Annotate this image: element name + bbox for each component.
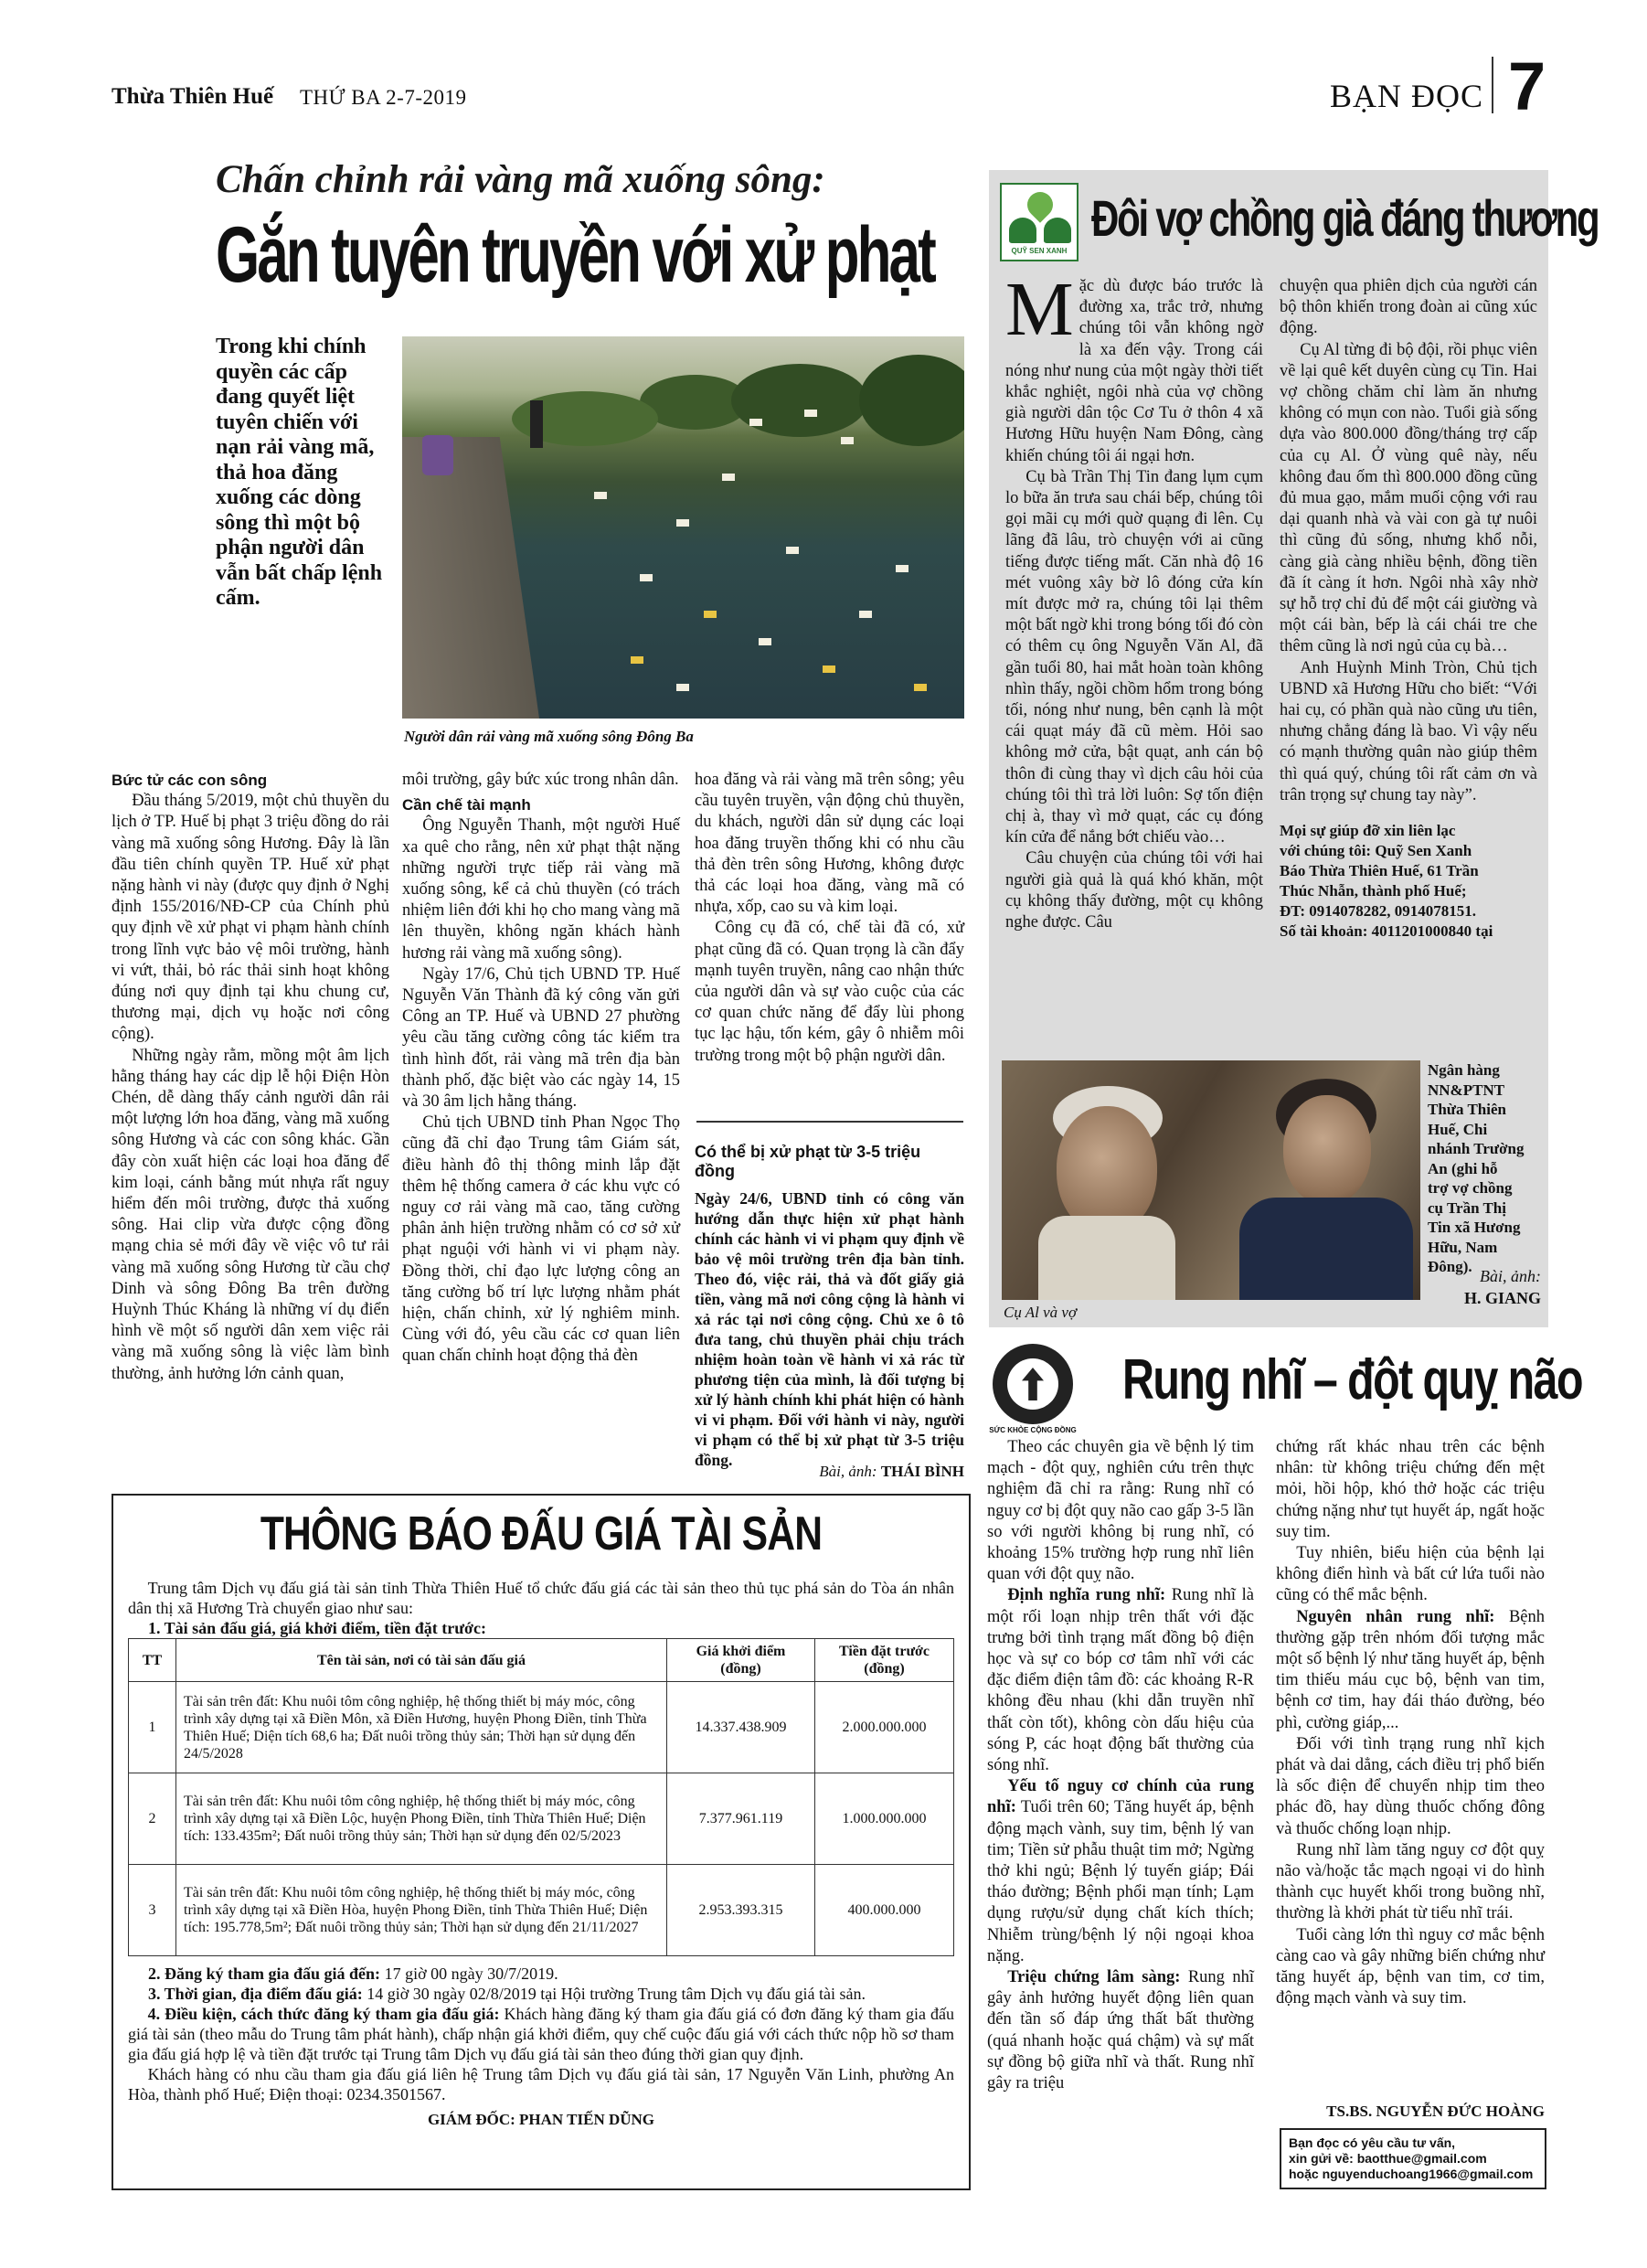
cell-deposit: 400.000.000 [815,1865,954,1956]
cell-tt: 3 [129,1865,176,1956]
section-title: BẠN ĐỌC [1330,78,1484,114]
paragraph: ặc dù được báo trước là đường xa, trắc trở, nhưng chúng tôi vẫn không ngờ là xa đến vậy. Trong cái nóng như nung của một ngày thời tiết khắc nghiệt, ngôi nhà của vợ chồng già người dân tộc Cơ Tu ở thôn 4 xã Hương Hữu huyện Nam Đông, càng khiến chúng tôi ái ngại hơn. [1005,277,1263,465]
subhead: Bức tử các con sông [112,772,268,789]
support-line: NN&PTNT [1428,1081,1505,1099]
auction-item-2 [128,1964,954,1984]
paragraph: hoa đăng và rải vàng mã trên sông; yêu cầu tuyên truyền, vận động chủ thuyền, du khách, người dân sử dụng các loại hoa đăng truyền thống khi có nhu cầu thả đèn trên sông Hương, không được thả các loại hoa đăng, vàng mã có nhựa, xốp, cao su và kim loại. [695,771,964,917]
cell-price: 2.953.393.315 [667,1865,815,1956]
box-story-title: Đôi vợ chồng già đáng thương [1091,189,1599,247]
drop-cap: M [1005,267,1074,352]
support-line: Báo Thừa Thiên Huế, 61 Trần [1280,862,1479,880]
support-line: nhánh Trường [1428,1140,1525,1157]
paragraph: chuyện qua phiên dịch của người cán bộ thôn khiến trong đoàn ai cũng xúc động. [1280,277,1537,338]
article-byline [695,1463,964,1481]
paragraph: Công cụ đã có, chế tài đã có, xử phạt cũng đã có. Quan trọng là cần đẩy mạnh tuyên truyền, nâng cao nhận thức của người dân và sự vào cuộc của các cơ quan chức năng để đẩy lùi phong tục lạc hậu, tốn kém, gây ô nhiễm môi trường trong một bộ phận người dân. [695,919,964,1065]
health-contact-box [1280,2128,1546,2189]
photo-caption: Người dân rải vàng mã xuống sông Đông Ba [404,728,694,745]
support-line: Đông). [1428,1258,1472,1275]
table-row [129,1682,954,1773]
support-line: Số tài khoản: 4011201000840 tại [1280,922,1493,941]
subhead: Cần chế tài mạnh [402,796,531,815]
paragraph [1276,1543,1545,1607]
cell-deposit: 1.000.000.000 [815,1773,954,1865]
cell-name: Tài sản trên đất: Khu nuôi tôm công nghiệp, hệ thống thiết bị máy móc, công trình xây dựng tại xã Điền Lộc, huyện Phong Điền, tỉnh Thừa Thiên Huế; Diện tích: 133.435m²; Đất nuôi trồng thủy sản; Thời hạn sử dụng đến 02/5/2023 [176,1773,667,1865]
newspaper-name: Thừa Thiên Huế [112,84,274,109]
support-info [1280,821,1537,942]
article-column-1 [112,770,389,1385]
paragraph [987,1437,1254,1585]
health-column-logo [993,1344,1073,1424]
support-line: trợ vợ chồng [1428,1179,1513,1197]
paragraph [1276,1840,1545,1925]
paragraph: Anh Huỳnh Minh Tròn, Chủ tịch UBND xã Hương Hữu cho biết: “Với hai cụ, có phần quà nào cũng ưu tiên, nhưng chẳng đáng là bao. Vì vậy nếu có mạnh thường quân nào giúp thêm thì quá quý, chúng tôi rất cảm ơn và trân trọng sự chung tay này”. [1280,658,1537,804]
paragraph [1276,1734,1545,1840]
article-column-3 [695,770,964,1067]
paragraph [987,1776,1254,1967]
para-text: Rung nhĩ là một rối loạn nhịp trên thất với đặc trưng bởi tình trạng mất đồng bộ điện học và sự co bóp cơ tâm nhĩ với các đặc điểm điện tâm đồ: các khoảng R-R không đều nhau (khi dẫn truyền nhĩ thất còn tốt), không còn dấu hiệu của sóng P, các hoạt động bất thường của sóng nhĩ. [987,1586,1254,1775]
article-column-2 [402,770,680,1368]
para-lead: Yếu tố nguy cơ chính của rung nhĩ: [987,1777,1254,1817]
cell-price: 14.337.438.909 [667,1682,815,1773]
para-lead: Nguyên nhân rung nhĩ: [1296,1607,1495,1626]
support-line: An (ghi hỗ [1428,1159,1498,1177]
paragraph: môi trường, gây bức xúc trong nhân dân. [402,771,679,789]
byline-label: Bài, ảnh: [1480,1267,1541,1285]
box-photo-caption: Cụ Al và vợ [1004,1304,1078,1321]
paragraph [1276,1607,1545,1734]
article-kicker: Chấn chỉnh rải vàng mã xuống sông: [216,158,825,201]
support-line: Mọi sự giúp đỡ xin liên lạc [1280,822,1456,840]
auction-intro [128,1578,954,1638]
paragraph: Câu chuyện của chúng tôi với hai người già quả là quá khó khăn, một cụ không thấy đường, một cụ không nghe được. Câu [1005,849,1263,932]
article-headline: Gắn tuyên truyền với xử phạt [216,211,934,299]
river-photo [402,336,964,719]
issue-date: THỨ BA 2-7-2019 [300,86,467,109]
health-logo-text: SỨC KHỎE CỘNG ĐỒNG [989,1426,1077,1434]
support-info-continued [1428,1060,1541,1277]
support-line: Thúc Nhẫn, thành phố Huế; [1280,882,1467,900]
paragraph: Chủ tịch UBND tỉnh Phan Ngọc Thọ cũng đã chỉ đạo Trung tâm Giám sát, điều hành đô thị thông minh lắp đặt thêm hệ thống camera ở các khu vực có nguy cơ rải vàng mã cao, tăng cường phân ảnh hiện trường nhằm có cơ sở xử phạt nguội với hành vi vi phạm này. Đồng thời, chỉ đạo lực lượng công an tăng cường bố trí lực lượng nhằm phát hiện, chấn chỉnh, xử lý nghiêm minh. Cùng với đó, yêu cầu các cơ quan liên quan chấn chỉnh hoạt động thả đèn [402,1113,680,1366]
paragraph: Đầu tháng 5/2019, một chủ thuyền du lịch ở TP. Huế bị phạt 3 triệu đồng do rải vàng mã xuống sông Hương. Đây là lần đầu tiên chính quyền TP. Huế xử phạt nặng hành vi này (được quy định ở Nghị định 155/2016/NĐ-CP của Chính phủ quy định về xử phạt vi phạm hành chính trong lĩnh vực bảo vệ môi trường, hành vi vứt, thải, bỏ rác thải sinh hoạt không đúng nơi quy định tại khu chung cư, thương mại, dịch vụ hoặc nơi công cộng). [112,792,389,1044]
para-text: Tuổi trên 60; Tăng huyết áp, bệnh động mạch vành, suy tim, bệnh lý van tim; Tiền sử phẫu thuật tim mở; Ngừng thở khi ngủ; Bệnh lý tuyến giáp; Đái tháo đường; Bệnh phổi mạn tính; Lạm dụng rượu/sử dụng chất kích thích; Nhiễm trùng/bệnh lý nội ngoại khoa nặng. [987,1798,1254,1965]
support-line: cụ Trần Thị [1428,1198,1506,1217]
support-line: Tin xã Hương [1428,1219,1521,1236]
item-label: 4. Điều kiện, cách thức đăng ký tham gia đấu giá: [147,2005,500,2023]
para-text: Bệnh thường gặp trên nhóm đối tượng mắc một số bệnh lý như tăng huyết áp, bệnh tim thiếu máu cục bộ, bệnh van tim, bệnh cơ tim, hay đái tháo đường, béo phì, cường giáp,... [1276,1607,1545,1732]
col-header: Tên tài sản, nơi có tài sản đấu giá [176,1639,667,1682]
paragraph: Cụ bà Trần Thị Tin đang lụm cụm lo bữa ăn trưa sau chái bếp, chúng tôi gọi mãi cụ mới quờ quạng đi lên. Cụ lãng đã lâu, trò chuyện với ai cũng tiếng được tiếng mất. Căn nhà độ 16 mét vuông xây bờ lô đóng cửa kín mít được mở ra, chúng tôi lại thêm một bất ngờ khi trong bóng tối đó còn có thêm cụ ông Nguyễn Văn Al, đã gần tuổi 80, hai mắt hoàn toàn không nhìn thấy, ngồi chồm hổm trong bóng tối, nóng như nung, bên cạnh là một cái quạt máy đã cũ mèm. Hỏi sao không mở cửa, bật quạt, anh cán bộ thôn đi cùng thay vì dịch câu hỏi của chúng tôi thì trả lời luôn: Sợ tốn điện chị à, thay vì mở quạt, các cụ đóng kín cửa để nắng bớt chiếu vào… [1005,467,1263,847]
health-column-1 [987,1437,1254,2094]
health-column-2 [1276,1437,1545,2009]
fine-inset [695,1143,964,1470]
header-divider [1492,57,1493,113]
table-row [129,1773,954,1865]
auction-item-1: 1. Tài sản đấu giá, giá khởi điểm, tiền đặt trước: [148,1619,486,1637]
inset-title: Có thể bị xử phạt từ 3-5 triệu đồng [695,1143,921,1180]
inset-body: Ngày 24/6, UBND tỉnh có công văn hướng dẫn thực hiện xử phạt hành chính các hành vi vi phạm quy định về bảo vệ môi trường trên địa bàn tỉnh. Theo đó, việc rải, thả và đốt giấy giả tiền, vàng mã nơi công cộng là hành vi xả rác tại nơi công cộng. Chủ xe ô tô đưa tang, chủ thuyền phải chịu trách nhiệm hoàn toàn về hành vi xả rác từ phương tiện của mình, là đối tượng bị xử lý hành chính khi phát hiện có hành vi vi phạm. Đối với hành vi này, người vi phạm có thể bị xử phạt từ 3-5 triệu đồng. [695,1189,964,1469]
para-text: Rung nhĩ gây ảnh hưởng huyết động liên quan đến tần số đáp ứng thất bất thường (quá nhanh hoặc quá chậm) và sự mất sự đồng bộ giữa nhĩ và thất. Rung nhĩ gây ra triệu [987,1968,1254,2093]
auction-contact: Khách hàng có nhu cầu tham gia đấu giá liên hệ Trung tâm Dịch vụ đấu giá tài sản, 17 Nguyễn Văn Linh, phường An Hòa, thành phố Huế; Điện thoại: 0234.3501567. [128,2065,954,2103]
page-number: 7 [1508,48,1546,124]
auction-table [128,1638,954,1956]
contact-line: Bạn đọc có yêu cầu tư vấn, [1289,2135,1456,2150]
contact-line: hoặc nguyenduchoang1966@gmail.com [1289,2167,1534,2181]
paragraph [1276,1437,1545,1543]
paragraph [987,1585,1254,1776]
paragraph [987,1967,1254,2094]
col-header: TT [129,1639,176,1682]
col-header: Tiền đặt trước (đồng) [815,1639,954,1682]
health-author: TS.BS. NGUYỄN ĐỨC HOÀNG [1326,2103,1545,2120]
auction-title: THÔNG BÁO ĐẤU GIÁ TÀI SẢN [260,1507,823,1560]
health-article-title: Rung nhĩ – đột quỵ não [1122,1348,1582,1411]
item-label: 2. Đăng ký tham gia đấu giá đến: [148,1965,381,1983]
support-line: Hữu, Nam [1428,1238,1498,1256]
support-line: với chúng tôi: Quỹ Sen Xanh [1280,842,1472,860]
item-text: 17 giờ 00 ngày 30/7/2019. [380,1965,558,1983]
cell-name: Tài sản trên đất: Khu nuôi tôm công nghiệp, hệ thống thiết bị máy móc, công trình xây dựng tại xã Điền Hòa, huyện Phong Điền, tỉnh Thừa Thiên Huế; Diện tích: 195.778,5m²; Đất nuôi trồng thủy sản; Thời hạn sử dụng đến 21/11/2027 [176,1865,667,1956]
item-text: Khách hàng đăng ký tham gia đấu giá có đơn đăng ký tham gia đấu giá tài sản (theo mẫu do Trung tâm phát hành), chấp nhận giá khởi điểm, quy chế cuộc đấu giá với cách thức nộp hồ sơ tham gia đấu giá hợp lệ và tiền đặt trước tại Trung tâm Dịch vụ đấu giá tài sản theo đúng thời gian quy định. [128,2005,954,2063]
col-header: Giá khởi điểm (đồng) [667,1639,815,1682]
cell-price: 7.377.961.119 [667,1773,815,1865]
box-column-1 [1005,267,1263,933]
paragraph [1276,1925,1545,2010]
item-text: 14 giờ 30 ngày 02/8/2019 tại Hội trường Trung tâm Dịch vụ đấu giá tài sản. [362,1985,866,2003]
elderly-couple-photo [1002,1060,1420,1300]
cell-tt: 2 [129,1773,176,1865]
support-line: Ngân hàng [1428,1061,1500,1079]
para-text: Đối với tình trạng rung nhĩ kịch phát và dai dẳng, cách điều trị phổ biến là sốc điện để chuyển nhịp tim theo phác đồ, hay dùng thuốc chống đông và thuốc chống loạn nhịp. [1276,1734,1545,1838]
paragraph: Những ngày rằm, mồng một âm lịch hằng tháng hay các dịp lễ hội Điện Hòn Chén, dễ dàng thấy cảnh người dân rải một lượng lớn hoa đăng, vàng mã xuống sông Hương và các con sông khác. Gần đây còn xuất hiện các loại hoa đăng để kim loại, cánh bằng mút nhựa rất nguy hiểm đến môi trường, được thả xuống sông. Hai clip vừa được cộng đồng mạng chia sẻ mới đây về việc vô tư rải vàng mã xuống sông Hương từ cầu chợ Dinh và sông Đông Ba trên đường Huỳnh Thúc Kháng là những ví dụ điển hình về một số người dân xem việc rải vàng mã xuống sông là việc làm bình thường, ảnh hưởng lớn cảnh quan, [112,1046,389,1383]
auction-terms [128,1964,954,2130]
para-text: Rung nhĩ làm tăng nguy cơ đột quỵ não và/hoặc tắc mạch ngoại vi do hình thành cục huyết khối trong buồng nhĩ, thường là khởi phát từ tiểu nhĩ trái. [1276,1840,1545,1923]
box-byline [1389,1265,1541,1309]
box-column-2 [1280,276,1537,942]
paragraph: Ông Nguyễn Thanh, một người Huế xa quê cho rằng, nên xử phạt thật nặng những người trực tiếp rải vàng mã xuống sông, kể cả chủ thuyền (có trách nhiệm liên đới khi họ cho mang vàng mã lên thuyền, không ngăn khách hành hương rải vàng mã xuống sông). [402,816,680,963]
paragraph: Ngày 17/6, Chủ tịch UBND TP. Huế Nguyễn Văn Thành đã ký công văn gửi Công an TP. Huế và UBND 27 phường yêu cầu tăng cường công tác kiểm tra tình hình đốt, rải vàng mã trên địa bàn thành phố, đặc biệt vào các ngày 14, 15 và 30 âm lịch hằng tháng. [402,964,680,1112]
cell-name: Tài sản trên đất: Khu nuôi tôm công nghiệp, hệ thống thiết bị máy móc, công trình xây dựng tại xã Điền Môn, xã Điền Hương, huyện Phong Điền, tỉnh Thừa Thiên Huế; Diện tích 68,6 ha; Đất nuôi trồng thủy sản; Thời hạn sử dụng đến 24/5/2028 [176,1682,667,1773]
byline-author: H. GIANG [1463,1289,1541,1307]
quy-sen-xanh-logo [1000,183,1079,261]
support-line: ĐT: 0914078282, 0914078151. [1280,902,1477,921]
para-lead: Định nghĩa rung nhĩ: [1007,1586,1166,1605]
cell-tt: 1 [129,1682,176,1773]
cell-deposit: 2.000.000.000 [815,1682,954,1773]
logo-text: QUỸ SEN XANH [1011,247,1068,255]
byline-label: Bài, ảnh: [819,1463,877,1480]
paragraph: Cụ Al từng đi bộ đội, rồi phục viên về lại quê kết duyên cùng cụ Tin. Hai vợ chồng chăm chỉ làm ăn nhưng không có mụn con nào. Tuổi già sống dựa vào 800.000 đồng/tháng trợ cấp của cụ Al. Ở vùng quê này, nếu không đau ốm thì 800.000 đồng cũng đủ mua gạo, mắm muối cộng với rau dại quanh nhà và vài con gà tự nuôi thì cũng đủ sống, nhưng khổ nỗi, càng già càng nhiều bệnh, đồng tiền đã ít càng ít hơn. Ngôi nhà xây nhờ sự hỗ trợ chỉ đủ để một cái giường và một cái bàn, bếp là cái chái tre che thêm cũng là nơi ngủ của cụ bà… [1280,340,1537,656]
table-row [129,1865,954,1956]
article-sapo: Trong khi chính quyền các cấp đang quyết liệt tuyên chiến với nạn rải vàng mã, thả hoa đăng xuống các dòng sông thì một bộ phận người dân vẫn bất chấp lệnh cấm. [216,335,383,610]
para-text: Theo các chuyên gia về bệnh lý tim mạch - đột quỵ, nghiên cứu trên thực nghiệm đã chỉ ra rằng: Rung nhĩ có nguy cơ bị đột quỵ não cao gấp 3-5 lần so với người không bị rung nhĩ, có khoảng 15% trường hợp rung nhĩ liên quan với đột quỵ não. [987,1438,1254,1584]
auction-item-3 [128,1984,954,2004]
para-text: Tuổi càng lớn thì nguy cơ mắc bệnh càng cao và gây những biến chứng như tăng huyết áp, bệnh van tim, cơ tim, động mạch vành và suy tim. [1276,1925,1545,2008]
byline-author: THÁI BÌNH [880,1463,964,1480]
auction-signature: GIÁM ĐỐC: PHAN TIẾN DŨNG [427,2111,655,2128]
para-text: Tuy nhiên, biểu hiện của bệnh lại không điển hình và bất cứ lứa tuổi nào cũng có thể mắc bệnh. [1276,1544,1545,1605]
inset-divider [696,1121,963,1123]
contact-line: xin gửi về: baotthue@gmail.com [1289,2151,1487,2166]
item-label: 3. Thời gian, địa điểm đấu giá: [148,1985,363,2003]
auction-intro-text: Trung tâm Dịch vụ đấu giá tài sản tỉnh Thừa Thiên Huế tổ chức đấu giá các tài sản theo thủ tục phá sản do Tòa án nhân dân thị xã Hương Trà chuyển giao như sau: [128,1579,954,1617]
support-line: Thừa Thiên [1428,1101,1506,1118]
para-text: chứng rất khác nhau trên các bệnh nhân: từ không triệu chứng đến mệt mỏi, hồi hộp, khó thở hoặc các triệu chứng nặng như tụt huyết áp, ngất hoặc suy tim. [1276,1438,1545,1541]
para-lead: Triệu chứng lâm sàng: [1007,1968,1181,1987]
auction-item-4 [128,2004,954,2064]
support-line: Huế, Chi [1428,1120,1488,1138]
